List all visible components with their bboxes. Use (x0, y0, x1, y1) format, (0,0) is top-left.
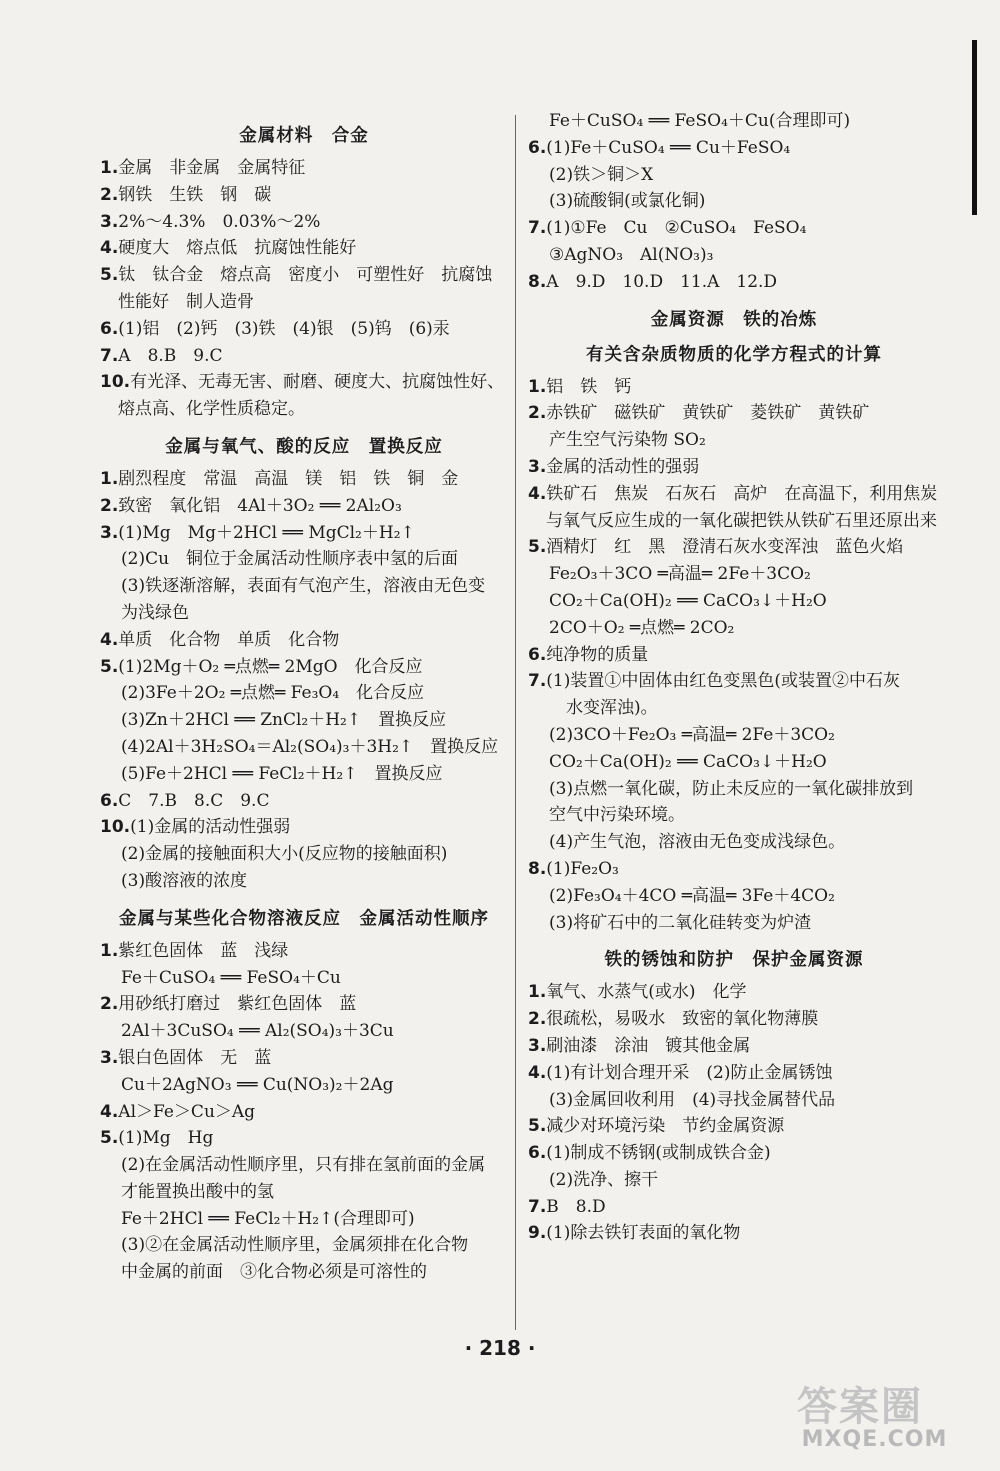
answer-line (528, 1006, 940, 1033)
answer-line (100, 627, 508, 654)
answer-text: Cu＋2AgNO₃ ══ Cu(NO₃)₂＋2Ag (121, 1074, 394, 1095)
answer-line (528, 534, 940, 561)
answer-line (100, 1072, 508, 1099)
answer-text: 紫红色固体 蓝 浅绿 (118, 940, 289, 961)
page-edge-bar (972, 40, 977, 215)
question-number: 5. (100, 1128, 119, 1149)
answer-line (528, 695, 940, 722)
question-number: 1. (100, 468, 119, 489)
answer-line (100, 1018, 508, 1045)
answer-text: (2)在金属活动性顺序里，只有排在氢前面的金属 (121, 1155, 486, 1176)
answer-text: (1)2Mg＋O₂ ═点燃═ 2MgO 化合反应 (118, 656, 423, 677)
question-number: 5. (528, 537, 547, 558)
answer-text: 剧烈程度 常温 高温 镁 铝 铁 铜 金 (118, 468, 459, 489)
question-number: 2. (100, 495, 119, 516)
answer-text: Fe＋2HCl ══ FeCl₂＋H₂↑(合理即可) (121, 1208, 415, 1229)
answer-line (528, 215, 940, 242)
answer-line (528, 776, 940, 803)
answer-text: 氧气、水蒸气(或水) 化学 (546, 982, 747, 1003)
answer-text: 减少对环境污染 节约金属资源 (546, 1116, 785, 1137)
answer-text: 硬度大 熔点低 抗腐蚀性能好 (118, 238, 357, 259)
answer-line (100, 520, 508, 547)
answer-text: (3)将矿石中的二氧化硅转变为炉渣 (549, 912, 812, 933)
answer-line (100, 369, 508, 423)
answer-line (528, 1194, 940, 1221)
answer-text: (1)除去铁钉表面的氧化物 (546, 1223, 741, 1244)
answer-line (100, 493, 508, 520)
answer-text: 钢铁 生铁 钢 碳 (118, 184, 272, 205)
answer-line (100, 1232, 508, 1259)
answer-line (528, 135, 940, 162)
answer-text: (1)Fe＋CuSO₄ ══ Cu＋FeSO₄ (546, 137, 791, 158)
question-number: 9. (528, 1223, 547, 1244)
section-title: 金属材料 合金 (239, 126, 369, 146)
answer-text: (3)点燃一氧化碳，防止未反应的一氧化碳排放到 (549, 778, 914, 799)
answer-text: (2)金属的接触面积大小(反应物的接触面积) (121, 844, 448, 865)
answer-line (528, 668, 940, 695)
answer-line (100, 546, 508, 573)
answer-text: 中金属的前面 ③化合物必须是可溶性的 (121, 1262, 427, 1283)
answer-line (100, 343, 508, 370)
question-number: 6. (100, 790, 119, 811)
answer-text: 2CO＋O₂ ═点燃═ 2CO₂ (549, 617, 735, 638)
answer-text: (1)Mg Mg＋2HCl ══ MgCl₂＋H₂↑ (118, 522, 415, 543)
question-number: 5. (528, 1116, 547, 1137)
section-title: 金属与氧气、酸的反应 置换反应 (165, 436, 443, 457)
answer-line (528, 883, 940, 910)
answer-line (528, 269, 940, 296)
answer-text: (2)Cu 铜位于金属活动性顺序表中氢的后面 (121, 549, 459, 570)
answer-line (100, 761, 508, 788)
answer-text: ③AgNO₃ Al(NO₃)₃ (549, 244, 714, 265)
answer-line (528, 1167, 940, 1194)
watermark-logo-text: 答案圈 (797, 1384, 923, 1430)
question-number: 2. (100, 994, 119, 1015)
answer-text: Fe₂O₃＋3CO ═高温═ 2Fe＋3CO₂ (549, 564, 811, 585)
answer-line (528, 1060, 940, 1087)
answer-text: B 8.D (546, 1196, 606, 1217)
question-number: 6. (528, 137, 547, 158)
question-number: 4. (100, 1101, 119, 1122)
question-number: 7. (528, 218, 547, 239)
column-divider (515, 115, 516, 1330)
question-number: 6. (100, 318, 119, 339)
answer-text: 钛 钛合金 熔点高 密度小 可塑性好 抗腐蚀性能好 制人造骨 (118, 265, 493, 312)
question-number: 4. (100, 629, 119, 650)
answer-text: 金属的活动性的强弱 (546, 456, 700, 477)
answer-text: (1)铝 (2)钙 (3)铁 (4)银 (5)钨 (6)汞 (118, 318, 450, 339)
answer-line (528, 188, 940, 215)
answer-text: (5)Fe＋2HCl ══ FeCl₂＋H₂↑ 置换反应 (121, 763, 443, 784)
answer-text: (3)酸溶液的浓度 (121, 870, 248, 891)
answer-line (100, 965, 508, 992)
question-number: 3. (528, 456, 547, 477)
answer-text: 酒精灯 红 黑 澄清石灰水变浑浊 蓝色火焰 (546, 537, 904, 558)
answer-line (528, 1087, 940, 1114)
answer-text: 有光泽、无毒无害、耐磨、硬度大、抗腐蚀性好、熔点高、化学性质稳定。 (118, 372, 505, 420)
answer-line (528, 162, 940, 189)
page-number: · 218 · (464, 1336, 536, 1360)
question-number: 5. (100, 656, 119, 677)
answer-text: (3)Zn＋2HCl ══ ZnCl₂＋H₂↑ 置换反应 (121, 710, 447, 731)
answer-text: 很疏松，易吸水 致密的氧化物薄膜 (546, 1009, 819, 1030)
answer-line (100, 182, 508, 209)
answer-text: (4)产生气泡，溶液由无色变成浅绿色。 (549, 832, 846, 853)
question-number: 8. (528, 858, 547, 879)
answer-line (100, 262, 508, 316)
answer-text: 空气中污染环境。 (549, 805, 685, 826)
answer-text: Fe＋CuSO₄ ══ FeSO₄＋Cu (121, 967, 341, 988)
section-title: 金属资源 铁的冶炼 (650, 309, 818, 330)
answer-line (100, 991, 508, 1018)
question-number: 4. (528, 1062, 547, 1083)
answer-text: 银白色固体 无 蓝 (118, 1047, 272, 1068)
answer-line (100, 1179, 508, 1206)
answer-line (528, 242, 940, 269)
answer-text: 2Al＋3CuSO₄ ══ Al₂(SO₄)₃＋3Cu (121, 1021, 394, 1042)
answer-text: 2%～4.3% 0.03%～2% (118, 211, 321, 232)
answer-text: 刷油漆 涂油 镀其他金属 (546, 1035, 751, 1056)
answer-text: (2)3Fe＋2O₂ ═点燃═ Fe₃O₄ 化合反应 (121, 683, 425, 704)
answer-line (100, 1206, 508, 1233)
answer-text: A 9.D 10.D 11.A 12.D (546, 271, 778, 292)
question-number: 2. (528, 1009, 547, 1030)
question-number: 7. (528, 1196, 547, 1217)
section-title: 有关含杂质物质的化学方程式的计算 (586, 344, 882, 365)
answer-text: Al＞Fe＞Cu＞Ag (118, 1101, 256, 1122)
answer-line (528, 910, 940, 937)
answer-text: (4)2Al＋3H₂SO₄＝Al₂(SO₄)₃＋3H₂↑ 置换反应 (121, 736, 499, 757)
answer-line (100, 1045, 508, 1072)
question-number: 10. (100, 372, 131, 393)
question-number: 7. (528, 671, 547, 692)
answer-text: (1)装置①中固体由红色变黑色(或装置②中石灰 (546, 671, 901, 692)
answer-text: C 7.B 8.C 9.C (118, 790, 270, 811)
answer-text: (2)洗净、擦干 (549, 1169, 659, 1190)
answer-text: (1)Fe₂O₃ (546, 858, 619, 879)
answer-line (100, 209, 508, 236)
answer-text: (1)Mg Hg (118, 1128, 214, 1149)
question-number: 3. (528, 1035, 547, 1056)
answer-line (100, 841, 508, 868)
question-number: 8. (528, 271, 547, 292)
answer-text: (3)硫酸铜(或氯化铜) (549, 191, 706, 212)
answer-text: (1)①Fe Cu ②CuSO₄ FeSO₄ (546, 218, 807, 239)
answer-line (528, 642, 940, 669)
answer-text: 赤铁矿 磁铁矿 黄铁矿 菱铁矿 黄铁矿 (546, 403, 870, 424)
answer-line (528, 749, 940, 776)
answer-line (100, 938, 508, 965)
answer-line (528, 856, 940, 883)
answer-line (528, 802, 940, 829)
question-number: 4. (528, 483, 547, 504)
left-column (100, 122, 508, 1286)
answer-line (528, 400, 940, 427)
answer-text: 致密 氧化铝 4Al＋3O₂ ══ 2Al₂O₃ (118, 495, 402, 516)
answer-line (100, 868, 508, 895)
right-column (528, 108, 940, 1247)
answer-line (528, 722, 940, 749)
answer-line (528, 561, 940, 588)
answer-line (100, 680, 508, 707)
answer-line (528, 1220, 940, 1247)
answer-text: 用砂纸打磨过 紫红色固体 蓝 (118, 994, 357, 1015)
answer-line (528, 588, 940, 615)
answer-text: Fe＋CuSO₄ ══ FeSO₄＋Cu(合理即可) (549, 111, 851, 131)
answer-text: (2)Fe₃O₄＋4CO ═高温═ 3Fe＋4CO₂ (549, 885, 835, 906)
watermark-site: MXQE.COM (801, 1427, 948, 1452)
question-number: 4. (100, 238, 119, 259)
answer-text: (3)铁逐渐溶解，表面有气泡产生，溶液由无色变 (121, 576, 486, 597)
answer-text: CO₂＋Ca(OH)₂ ══ CaCO₃↓＋H₂O (549, 590, 827, 611)
answer-line (528, 481, 940, 535)
answer-text: 金属 非金属 金属特征 (118, 158, 306, 178)
answer-line (528, 427, 940, 454)
question-number: 6. (528, 644, 547, 665)
answer-line (100, 155, 508, 182)
answer-text: 为浅绿色 (121, 602, 189, 623)
answer-line (100, 734, 508, 761)
answer-text: (1)有计划合理开采 (2)防止金属锈蚀 (546, 1062, 833, 1083)
answer-line (100, 466, 508, 493)
answer-line (100, 1152, 508, 1179)
answer-line (100, 654, 508, 681)
answer-line (528, 1140, 940, 1167)
answer-text: 单质 化合物 单质 化合物 (118, 629, 340, 650)
question-number: 1. (528, 376, 547, 397)
answer-line (528, 979, 940, 1006)
question-number: 6. (528, 1143, 547, 1164)
answer-text: (3)②在金属活动性顺序里，金属须排在化合物 (121, 1235, 469, 1256)
answer-text: 铁矿石 焦炭 石灰石 高炉 在高温下，利用焦炭与氧气反应生成的一氧化碳把铁从铁矿石里还原出来 (546, 483, 938, 531)
question-number: 3. (100, 211, 119, 232)
answer-text: (1)制成不锈钢(或制成铁合金) (546, 1143, 771, 1164)
answer-line (100, 707, 508, 734)
answer-line (100, 814, 508, 841)
answer-text: (1)金属的活动性强弱 (130, 817, 291, 838)
question-number: 7. (100, 345, 119, 366)
question-number: 3. (100, 1047, 119, 1068)
section-title: 金属与某些化合物溶液反应 金属活动性顺序 (119, 908, 489, 929)
answer-line (100, 1259, 508, 1286)
answer-text: 才能置换出酸中的氢 (121, 1181, 274, 1202)
answer-text: 产生空气污染物 SO₂ (549, 430, 706, 451)
question-number: 10. (100, 817, 131, 838)
answer-line (100, 1125, 508, 1152)
answer-line (528, 829, 940, 856)
answer-line (100, 235, 508, 262)
section-title: 铁的锈蚀和防护 保护金属资源 (604, 950, 864, 971)
question-number: 1. (528, 982, 547, 1003)
answer-line (528, 454, 940, 481)
answer-text: 铝 铁 钙 (546, 376, 632, 397)
question-number: 1. (100, 158, 119, 178)
answer-text: (3)金属回收利用 (4)寻找金属替代品 (549, 1089, 836, 1110)
question-number: 2. (100, 184, 119, 205)
answer-line (100, 573, 508, 600)
answer-line (528, 615, 940, 642)
answer-text: CO₂＋Ca(OH)₂ ══ CaCO₃↓＋H₂O (549, 751, 827, 772)
answer-text: (2)铁＞铜＞X (549, 164, 654, 185)
answer-text: 水变浑浊)。 (549, 698, 658, 719)
answer-line (100, 600, 508, 627)
watermark-logo (777, 1375, 972, 1455)
answer-line (100, 316, 508, 343)
answer-text: (2)3CO＋Fe₂O₃ ═高温═ 2Fe＋3CO₂ (549, 724, 835, 745)
answer-text: 纯净物的质量 (546, 644, 649, 665)
question-number: 3. (100, 522, 119, 543)
answer-line (100, 788, 508, 815)
answer-line (528, 1113, 940, 1140)
answer-line (528, 374, 940, 401)
answer-line (100, 1099, 508, 1126)
answer-line (528, 108, 940, 135)
answer-line (528, 1033, 940, 1060)
question-number: 5. (100, 265, 119, 286)
question-number: 2. (528, 403, 547, 424)
answer-text: A 8.B 9.C (118, 345, 223, 366)
question-number: 1. (100, 940, 119, 961)
